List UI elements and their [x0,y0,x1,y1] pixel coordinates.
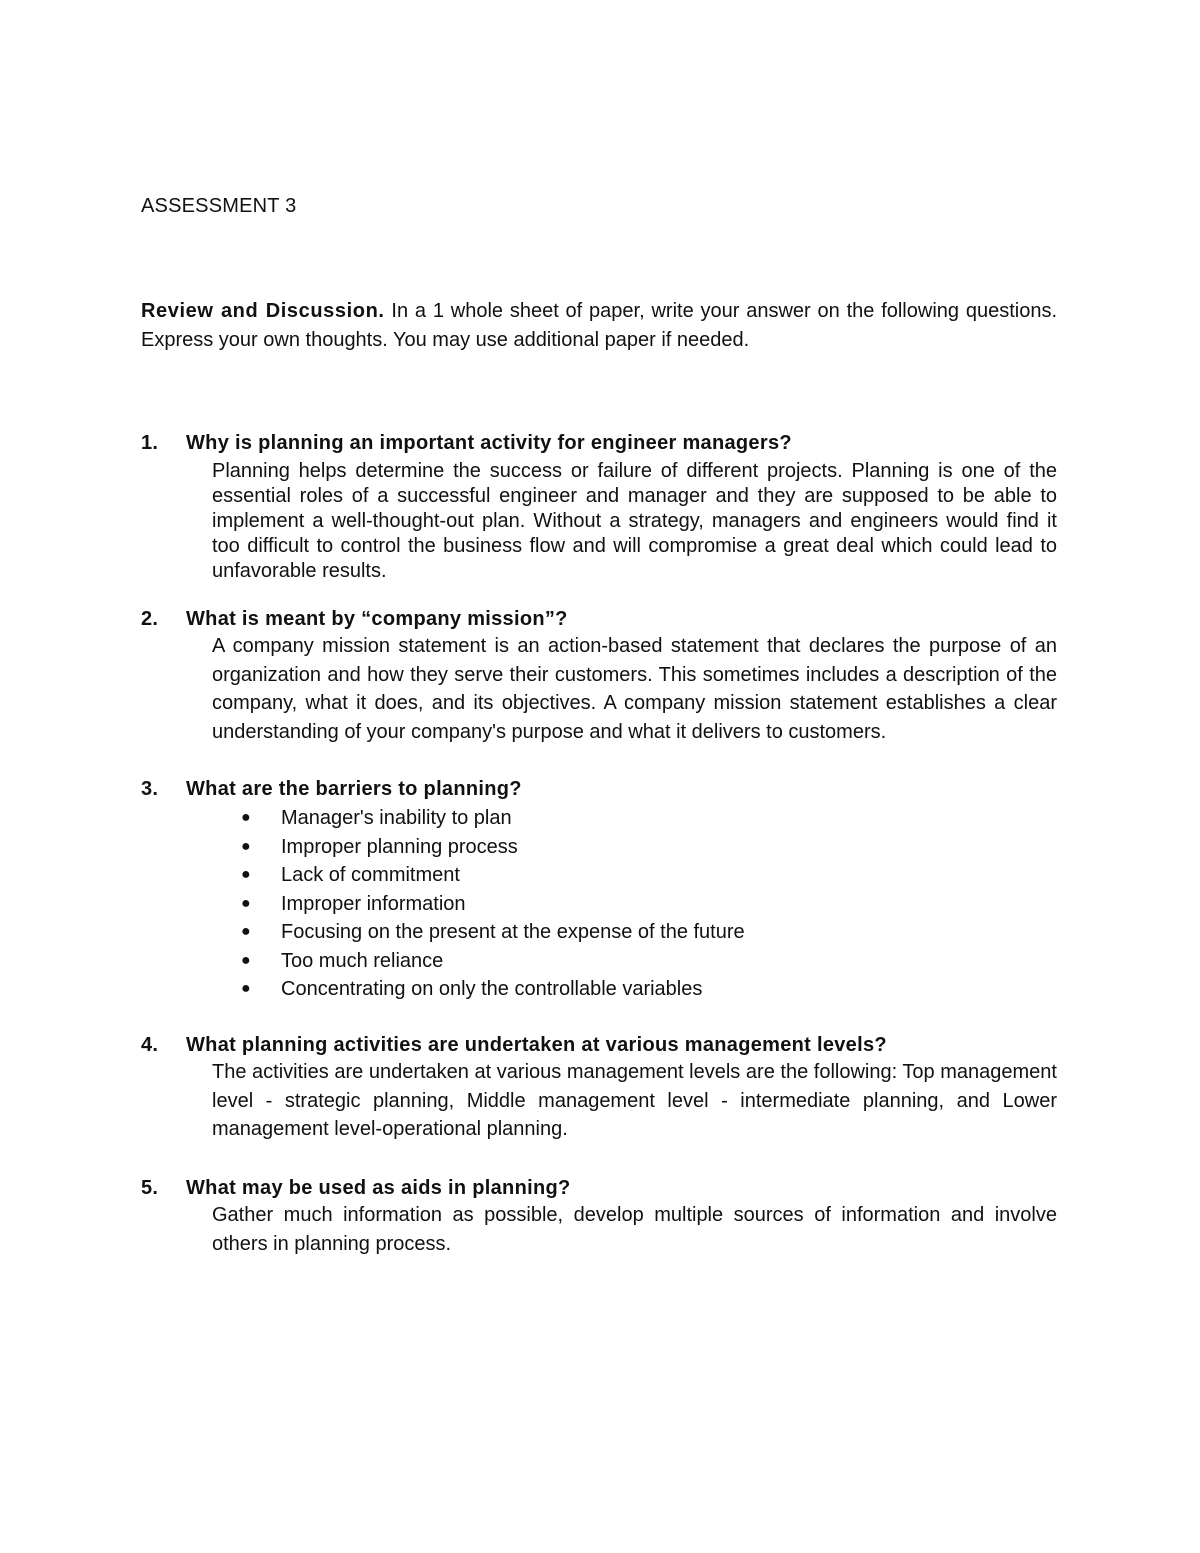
question-heading [141,1032,1057,1058]
answer-text: Planning helps determine the success or failure of different projects. Planning is one of the essential roles of a successful engineer and manager and they are supposed to be able to implement a well-thought-out plan. Without a strategy, managers and engineers would find it too difficult to control the business flow and will compromise a great deal which could lead to unfavorable results. [212,460,1057,582]
list-item-text: Improper planning process [281,835,518,858]
list-item-text: Improper information [281,892,466,915]
list-item [141,833,1057,862]
list-item [141,947,1057,976]
intro-lead: Review and Discussion. [141,300,385,322]
question-number: 5. [141,1177,159,1199]
bullet-icon: ● [241,951,251,969]
intro-text: In a 1 whole sheet of paper, write your answer on the following questions. Express your own thoughts. You may use additional paper if needed. [141,300,1057,351]
question-3 [141,776,1057,1004]
list-item [141,804,1057,833]
question-heading [141,776,1057,802]
question-text: What are the barriers to planning? [186,778,522,800]
question-text: What may be used as aids in planning? [186,1177,571,1199]
list-item-text: Concentrating on only the controllable variables [281,978,703,1000]
question-number: 2. [141,608,159,630]
question-text: Why is planning an important activity for engineer managers? [186,432,792,454]
list-item [141,918,1057,947]
bullet-icon: ● [241,866,251,883]
page-title: ASSESSMENT 3 [141,195,297,217]
question-number: 1. [141,432,159,454]
bullet-icon: ● [241,894,251,912]
question-2 [141,606,1057,746]
list-item-text: Focusing on the present at the expense of the future [281,921,745,943]
question-number: 4. [141,1034,159,1056]
question-heading [141,606,1057,632]
list-item-text: Too much reliance [281,949,444,972]
list-item [141,975,1057,1004]
bullet-icon: ● [241,980,251,997]
question-heading [141,1175,1057,1201]
answer-text: A company mission statement is an action-based statement that declares the purpose of an organization and how they serve their customers. This sometimes includes a description of the company, what it does, and its objectives. A company mission statement establishes a clear understanding of your company's purpose and what it delivers to customers. [212,635,1057,743]
question-5 [141,1175,1057,1258]
intro-paragraph [141,297,1057,355]
list-item [141,890,1057,919]
question-number: 3. [141,778,159,800]
list-item-text: Manager's inability to plan [281,807,512,829]
list-item [141,861,1057,890]
barriers-list [141,804,1057,1004]
answer-text: The activities are undertaken at various management levels are the following: Top management level - strategic planning, Middle management level - intermediate planning, and Lower management level-operational planning. [212,1061,1057,1141]
question-text: What is meant by “company mission”? [186,608,568,630]
question-1 [141,430,1057,584]
question-text: What planning activities are undertaken at various management levels? [186,1034,887,1056]
answer-text: Gather much information as possible, develop multiple sources of information and involve others in planning process. [212,1204,1057,1255]
bullet-icon: ● [241,809,251,826]
question-heading [141,430,1057,456]
list-item-text: Lack of commitment [281,864,460,886]
bullet-icon: ● [241,837,251,855]
bullet-icon: ● [241,923,251,940]
question-4 [141,1032,1057,1144]
